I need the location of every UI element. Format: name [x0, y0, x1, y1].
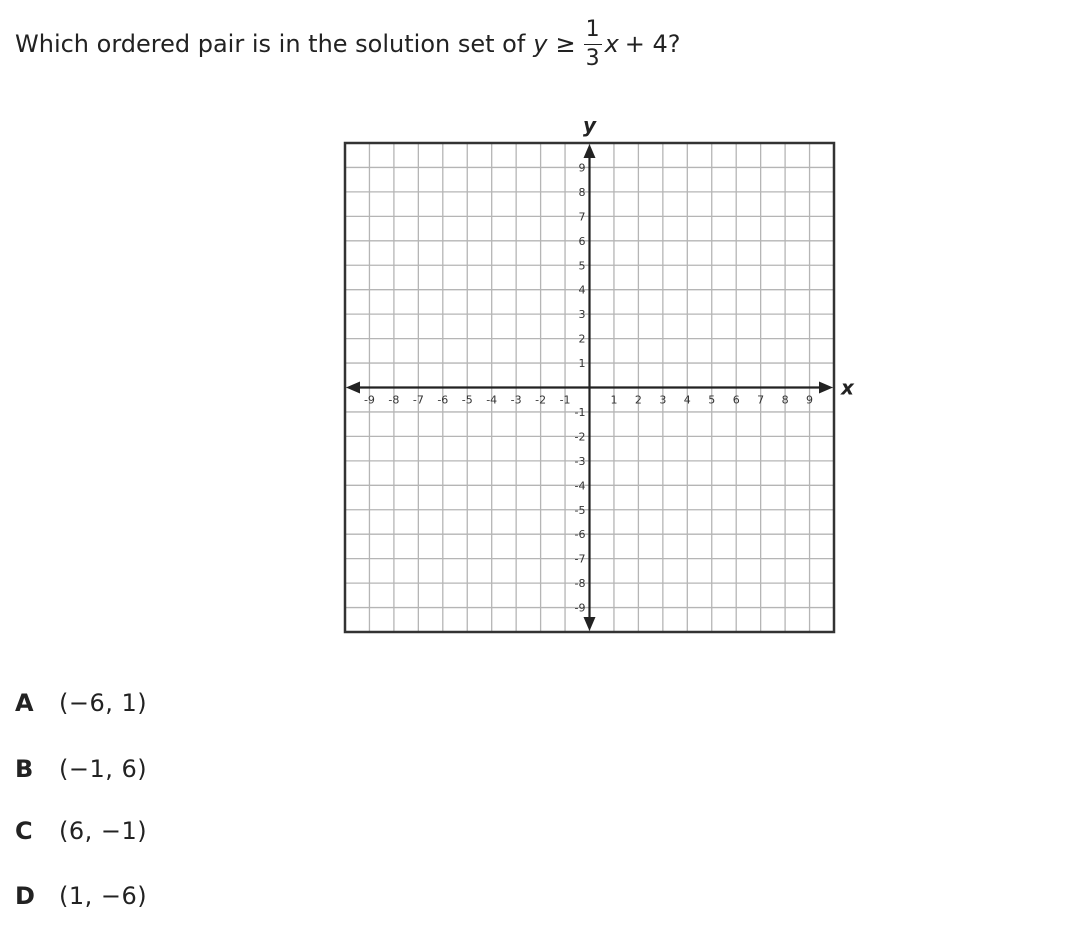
- x-tick-label: -7: [412, 393, 424, 407]
- x-tick-label: 3: [659, 393, 667, 407]
- y-tick-label: 7: [578, 210, 586, 224]
- y-tick-label: -8: [574, 577, 586, 591]
- y-variable: y: [533, 30, 548, 58]
- choice-text: (1, −6): [59, 882, 148, 910]
- y-tick-label: -4: [574, 479, 586, 493]
- y-tick-label: -9: [574, 601, 586, 615]
- y-axis-label: y: [582, 113, 597, 137]
- x-tick-label: -6: [437, 393, 449, 407]
- x-tick-label: -1: [559, 393, 571, 407]
- y-tick-label: 2: [578, 332, 586, 346]
- x-tick-label: 6: [732, 393, 740, 407]
- choice-letter: D: [15, 882, 35, 910]
- y-tick-label: -6: [574, 528, 586, 542]
- relation-symbol: ≥: [555, 30, 576, 58]
- x-tick-label: -4: [486, 393, 498, 407]
- x-tick-label: 4: [683, 393, 691, 407]
- x-variable: x: [604, 30, 619, 58]
- y-tick-label: -5: [574, 503, 586, 517]
- y-tick-label: 5: [578, 259, 586, 273]
- x-tick-label: -3: [510, 393, 522, 407]
- y-tick-label: -1: [574, 405, 586, 419]
- y-tick-label: -3: [574, 454, 586, 468]
- x-tick-label: -2: [535, 393, 547, 407]
- x-axis-arrow-right: [819, 382, 833, 394]
- y-axis-arrow-down: [584, 617, 596, 631]
- x-tick-label: 8: [781, 393, 789, 407]
- x-tick-label: -9: [363, 393, 375, 407]
- y-axis-arrow-up: [584, 144, 596, 158]
- x-tick-label: -5: [461, 393, 473, 407]
- x-tick-label: -8: [388, 393, 400, 407]
- x-tick-label: 1: [610, 393, 618, 407]
- fraction-numerator: 1: [584, 19, 602, 45]
- y-tick-label: 8: [578, 185, 586, 199]
- x-axis-label: x: [841, 375, 854, 400]
- choice-c[interactable]: [15, 811, 415, 851]
- fraction-denominator: 3: [585, 45, 600, 71]
- y-tick-label: -2: [574, 430, 586, 444]
- choice-d[interactable]: [15, 876, 415, 916]
- choice-a[interactable]: [15, 683, 415, 723]
- y-tick-label: -7: [574, 552, 586, 566]
- axes: [346, 144, 833, 631]
- choice-text: (6, −1): [59, 817, 148, 845]
- choice-letter: B: [15, 755, 34, 783]
- x-tick-label: 9: [806, 393, 814, 407]
- question-suffix: + 4?: [624, 30, 681, 58]
- x-tick-label: 5: [708, 393, 716, 407]
- y-tick-label: 6: [578, 234, 586, 248]
- y-tick-label: 3: [578, 308, 586, 322]
- y-tick-label: 9: [578, 161, 586, 175]
- x-axis-arrow-left: [346, 382, 360, 394]
- choice-letter: A: [15, 689, 34, 717]
- y-tick-label: 4: [578, 283, 586, 297]
- choice-b[interactable]: [15, 749, 415, 789]
- question-prefix: Which ordered pair is in the solution set of: [15, 30, 526, 58]
- choice-letter: C: [15, 817, 33, 845]
- y-tick-label: 1: [578, 357, 586, 371]
- x-tick-label: 2: [634, 393, 642, 407]
- choice-text: (−1, 6): [59, 755, 148, 783]
- choice-text: (−6, 1): [59, 689, 148, 717]
- x-tick-label: 7: [757, 393, 765, 407]
